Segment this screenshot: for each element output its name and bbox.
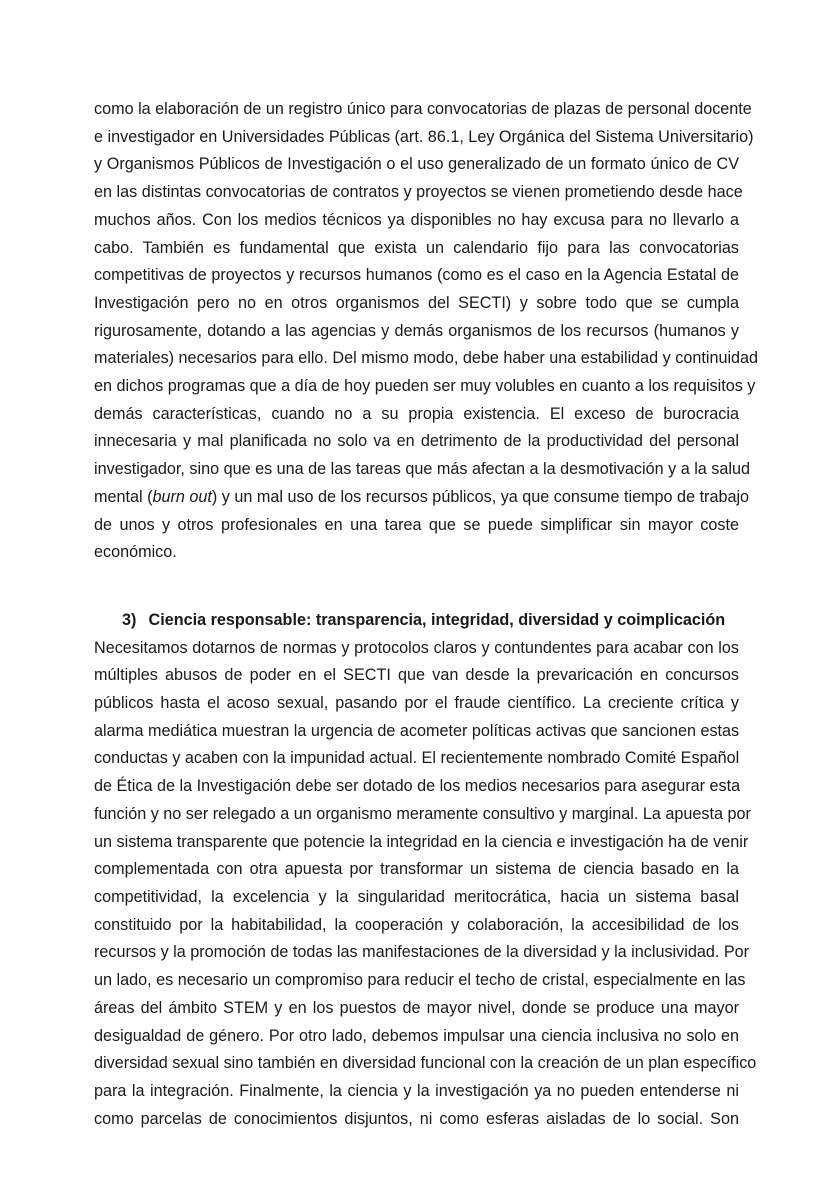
text-line: desigualdad de género. Por otro lado, debemos impulsar una ciencia inclusiva no solo en	[94, 1026, 739, 1045]
section-title: Ciencia responsable: transparencia, integridad, diversidad y coimplicación	[148, 610, 726, 629]
text-line: públicos hasta el acoso sexual, pasando por el fraude científico. La creciente crítica y	[94, 694, 739, 713]
text-line: cabo. También es fundamental que exista un calendario fijo para las convocatorias	[94, 238, 739, 257]
paragraph-ciencia-responsable	[94, 635, 757, 1134]
text-line: competitivas de proyectos y recursos humanos (como es el caso en la Agencia Estatal de	[94, 266, 739, 285]
text-line: conductas y acaben con la impunidad actual. El recientemente nombrado Comité Español	[94, 749, 740, 768]
section-heading	[94, 607, 739, 635]
text-line: para la integración. Finalmente, la ciencia y la investigación ya no pueden entenderse ni	[94, 1081, 739, 1100]
text-line: un lado, es necesario un compromiso para reducir el techo de cristal, especialmente en las	[94, 971, 746, 990]
text-line: alarma mediática muestran la urgencia de acometer políticas activas que sancionen estas	[94, 721, 740, 740]
text-line: de Ética de la Investigación debe ser dotado de los medios necesarios para asegurar esta	[94, 777, 741, 796]
text-line: un sistema transparente que potencie la integridad en la ciencia e investigación ha de venir	[94, 832, 749, 851]
text-line	[94, 484, 750, 512]
text-line: rigurosamente, dotando a las agencias y demás organismos de los recursos (humanos y	[94, 321, 739, 340]
text-line: de unos y otros profesionales en una tarea que se puede simplificar sin mayor coste	[94, 515, 739, 534]
text-line: áreas del ámbito STEM y en los puestos de mayor nivel, donde se produce una mayor	[94, 998, 739, 1017]
text-line: en dichos programas que a día de hoy pueden ser muy volubles en cuanto a los requisitos y	[94, 377, 756, 396]
text-line: como la elaboración de un registro único para convocatorias de plazas de personal docente	[94, 100, 752, 118]
document-page	[94, 96, 759, 1133]
text-line: muchos años. Con los medios técnicos ya disponibles no hay excusa para no llevarlo a	[94, 210, 739, 229]
text-line: constituido por la habitabilidad, la cooperación y colaboración, la accesibilidad de los	[94, 915, 739, 934]
text-line: en las distintas convocatorias de contratos y proyectos se vienen prometiendo desde hace	[94, 183, 743, 202]
paragraph-burocracia	[94, 96, 759, 567]
text-line: Necesitamos dotarnos de normas y protocolos claros y contundentes para acabar con los	[94, 638, 739, 657]
text-fragment: ) y un mal uso de los recursos públicos, ya que consume tiempo de trabajo	[211, 487, 750, 506]
text-line: como parcelas de conocimientos disjuntos, ni como esferas aisladas de lo social. Son	[94, 1109, 739, 1128]
text-line: materiales) necesarios para ello. Del mismo modo, debe haber una estabilidad y continuidad	[94, 349, 759, 368]
text-line: demás características, cuando no a su propia existencia. El exceso de burocracia	[94, 404, 739, 423]
text-line: competitividad, la excelencia y la singularidad meritocrática, hacia un sistema basal	[94, 887, 739, 906]
text-fragment: mental (	[94, 487, 153, 506]
text-line: recursos y la promoción de todas las manifestaciones de la diversidad y la inclusividad. Por	[94, 943, 750, 962]
text-line: diversidad sexual sino también en diversidad funcional con la creación de un plan específico	[94, 1054, 757, 1073]
text-line: función y no ser relegado a un organismo meramente consultivo y marginal. La apuesta por	[94, 804, 751, 823]
text-line: y Organismos Públicos de Investigación o el uso generalizado de un formato único de CV	[94, 155, 739, 174]
italic-term: burn out	[152, 487, 212, 506]
text-line: investigador, sino que es una de las tareas que más afectan a la desmotivación y a la salud	[94, 460, 750, 479]
text-line: económico.	[94, 543, 177, 562]
text-line: Investigación pero no en otros organismos del SECTI) y sobre todo que se cumpla	[94, 293, 739, 312]
text-line: complementada con otra apuesta por transformar un sistema de ciencia basado en la	[94, 860, 739, 879]
text-line: e investigador en Universidades Públicas (art. 86.1, Ley Orgánica del Sistema Universitario)	[94, 127, 754, 146]
section-number: 3)	[122, 610, 137, 629]
text-line: innecesaria y mal planificada no solo va en detrimento de la productividad del personal	[94, 432, 739, 451]
text-line: múltiples abusos de poder en el SECTI que van desde la prevaricación en concursos	[94, 666, 739, 685]
